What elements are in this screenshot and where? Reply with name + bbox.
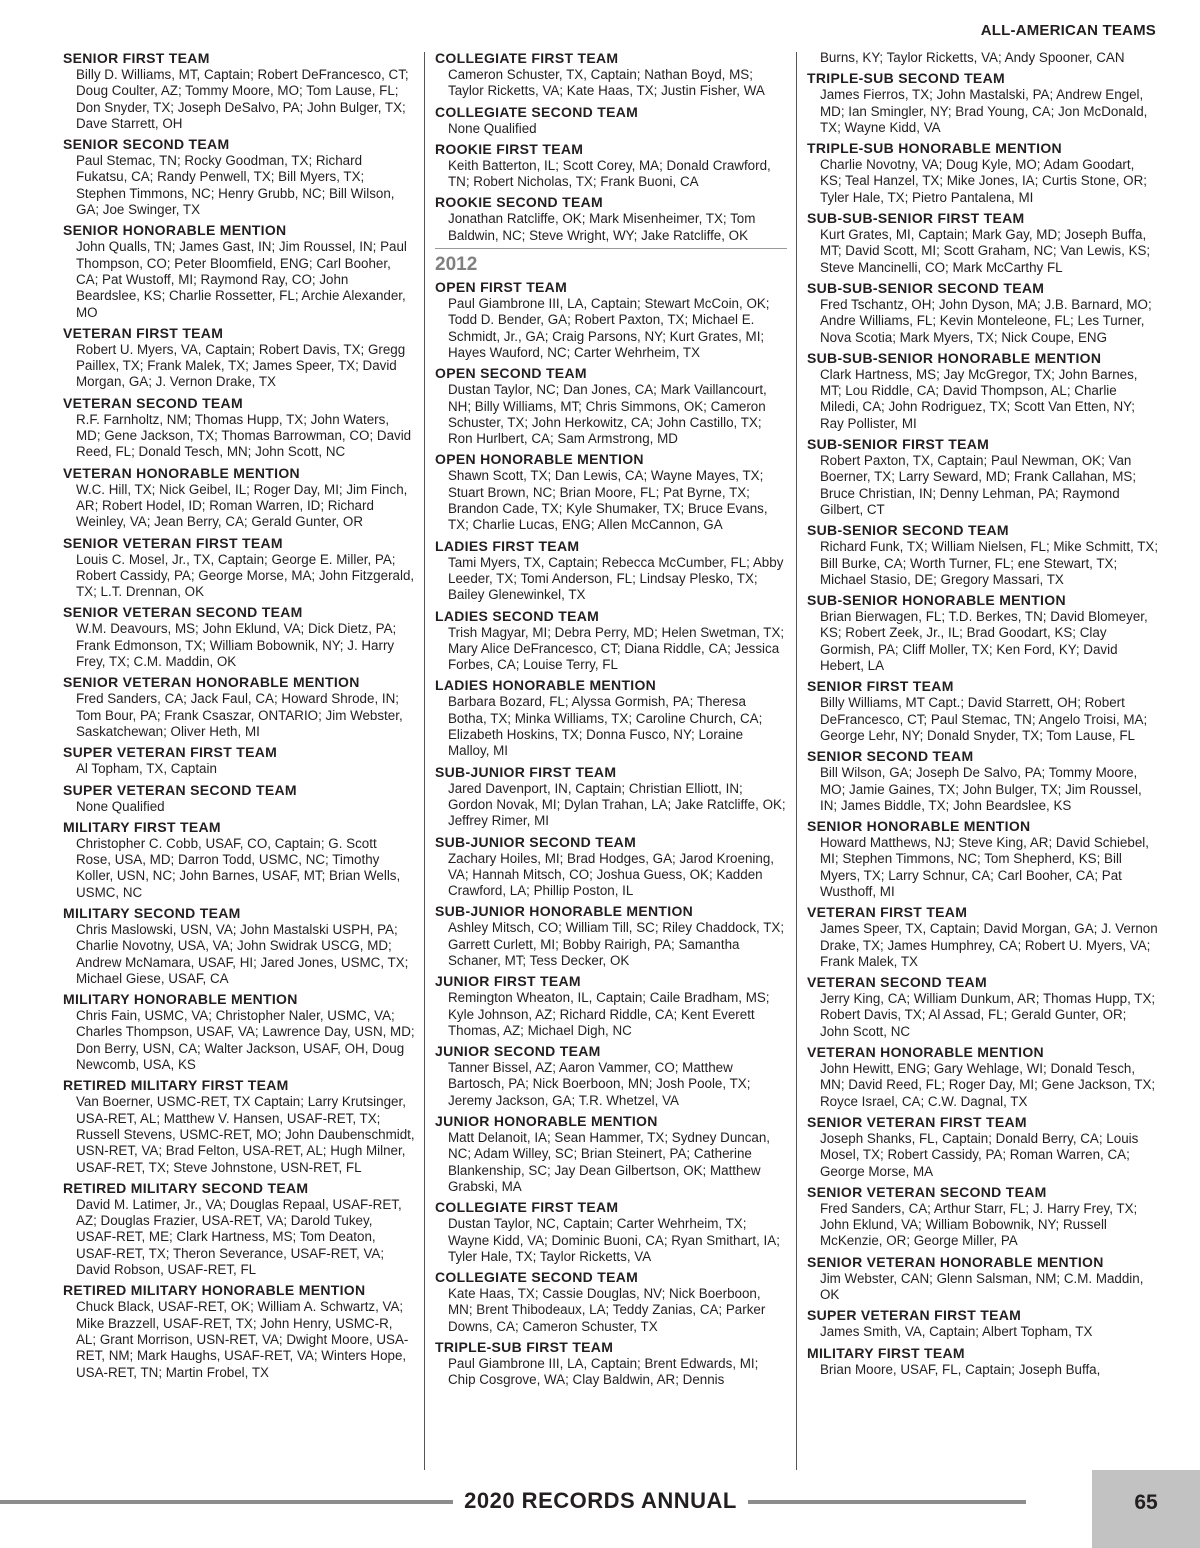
team-entry xyxy=(435,141,787,191)
team-heading: JUNIOR SECOND TEAM xyxy=(435,1043,601,1060)
team-entry xyxy=(435,279,787,361)
team-heading: SUB-JUNIOR FIRST TEAM xyxy=(435,763,617,780)
team-heading: RETIRED MILITARY SECOND TEAM xyxy=(63,1179,309,1196)
team-members: Jerry King, CA; William Dunkum, AR; Thomas Hupp, TX; Robert Davis, TX; Al Assad, FL; Gerald Gunter, OR; John Scott, NC xyxy=(820,991,1156,1039)
team-members: Jared Davenport, IN, Captain; Christian Elliott, IN; Gordon Novak, MI; Dylan Trahan, LA; Jake Ratcliffe, OK; Jeffrey Rimer, MI xyxy=(448,780,786,829)
team-members: Paul Giambrone III, LA, Captain; Stewart McCoin, OK; Todd D. Bender, GA; Robert Paxton, TX; Michael E. Schmidt, Jr., GA; Craig Parsons, NY; Kurt Grates, MI; Hayes Wauford, NC; Carter Wehrheim, TX xyxy=(448,296,770,360)
team-heading: OPEN FIRST TEAM xyxy=(435,279,568,296)
team-members: Shawn Scott, TX; Dan Lewis, CA; Wayne Mayes, TX; Stuart Brown, NC; Brian Moore, FL; Pat Byrne, TX; Brandon Cade, TX; Kyle Shumaker, TX; Bruce Evans, TX; Charlie Lucas, ENG; Allen McCannon, GA xyxy=(448,468,768,533)
team-heading: VETERAN SECOND TEAM xyxy=(63,394,243,411)
team-entry xyxy=(63,782,415,815)
team-entry xyxy=(63,465,415,531)
team-entry xyxy=(807,70,1159,136)
team-entry xyxy=(63,905,415,987)
team-entry xyxy=(435,104,787,137)
team-members: Fred Tschantz, OH; John Dyson, MA; J.B. Barnard, MO; Andre Williams, FL; Kevin Monteleone, FL; Les Turner, Nova Scotia; Mark Myers, TX; Nick Coupe, ENG xyxy=(820,296,1152,345)
team-members: Cameron Schuster, TX, Captain; Nathan Boyd, MS; Taylor Ricketts, VA; Kate Haas, TX; Justin Fisher, WA xyxy=(448,67,765,99)
team-members: Kate Haas, TX; Cassie Douglas, NV; Nick Boerboon, MN; Brent Thibodeaux, LA; Teddy Zanias, CA; Parker Downs, CA; Cameron Schuster, TX xyxy=(448,1286,766,1334)
team-heading: COLLEGIATE SECOND TEAM xyxy=(435,103,639,120)
team-entry xyxy=(807,1345,1159,1378)
team-members: Robert Paxton, TX, Captain; Paul Newman, OK; Van Boerner, TX; Larry Seward, MD; Frank Callahan, MS; Bruce Christian, IN; Denny Lehman, PA; Raymond Gilbert, CT xyxy=(820,453,1137,517)
team-entry xyxy=(435,451,787,533)
team-entry xyxy=(63,222,415,320)
team-members: Al Topham, TX, Captain xyxy=(76,761,217,777)
team-heading: SUB-SENIOR HONORABLE MENTION xyxy=(807,592,1066,609)
team-members: Zachary Hoiles, MI; Brad Hodges, GA; Jarod Kroening, VA; Hannah Mitsch, CO; Joshua Guess, OK; Kadden Crawford, LA; Phillip Poston, IL xyxy=(448,850,774,899)
team-entry xyxy=(807,974,1159,1040)
team-entry xyxy=(807,1114,1159,1180)
team-heading: JUNIOR HONORABLE MENTION xyxy=(435,1113,658,1130)
team-heading: COLLEGIATE FIRST TEAM xyxy=(435,1199,619,1216)
year-section xyxy=(435,248,787,277)
section-title: ALL-AMERICAN TEAMS xyxy=(980,22,1156,39)
team-heading: TRIPLE-SUB SECOND TEAM xyxy=(807,70,1005,87)
team-heading: JUNIOR FIRST TEAM xyxy=(435,973,581,990)
team-entry xyxy=(435,538,787,604)
team-entry xyxy=(807,50,1159,66)
team-members: John Hewitt, ENG; Gary Wehlage, WI; Donald Tesch, MN; David Reed, FL; Roger Day, MI; Gene Jackson, TX; Royce Israel, CA; C.W. Dagnal, TX xyxy=(820,1061,1156,1109)
team-members: Ashley Mitsch, CO; William Till, SC; Riley Chaddock, TX; Garrett Curlett, MI; Bobby Rairigh, PA; Samantha Schaner, MT; Tess Decker, OK xyxy=(448,920,785,968)
team-entry xyxy=(807,210,1159,276)
team-heading: SENIOR SECOND TEAM xyxy=(63,136,230,153)
team-entry xyxy=(63,674,415,740)
team-entry xyxy=(435,677,787,759)
team-entry xyxy=(435,903,787,969)
team-entry xyxy=(63,325,415,391)
team-entry xyxy=(63,604,415,670)
team-heading: SUPER VETERAN SECOND TEAM xyxy=(63,781,297,798)
team-entry xyxy=(807,1254,1159,1304)
team-entry xyxy=(807,748,1159,814)
team-heading: SUB-SENIOR SECOND TEAM xyxy=(807,522,1009,539)
team-heading: SENIOR VETERAN FIRST TEAM xyxy=(807,1113,1027,1130)
team-members: Paul Giambrone III, LA, Captain; Brent Edwards, MI; Chip Cosgrove, WA; Clay Baldwin, AR; Dennis xyxy=(448,1356,759,1388)
team-members: James Fierros, TX; John Mastalski, PA; Andrew Engel, MD; Ian Smingler, NY; Brad Young, CA; Jon McDonald, TX; Wayne Kidd, VA xyxy=(820,87,1148,135)
team-entry xyxy=(435,1339,787,1389)
team-entry xyxy=(63,535,415,601)
team-heading: SENIOR VETERAN SECOND TEAM xyxy=(63,604,303,621)
team-members: Fred Sanders, CA; Jack Faul, CA; Howard Shrode, IN; Tom Bour, PA; Frank Csaszar, ONTARIO; Jim Webster, Saskatchewan; Oliver Heth, MI xyxy=(76,691,403,739)
team-entry xyxy=(63,1077,415,1175)
team-members: R.F. Farnholtz, NM; Thomas Hupp, TX; John Waters, MD; Gene Jackson, TX; Thomas Barrowman, CO; David Reed, FL; Donald Tesch, MN; John Scott, NC xyxy=(76,411,412,460)
team-members: David M. Latimer, Jr., VA; Douglas Repaal, USAF-RET, AZ; Douglas Frazier, USA-RET, VA; Darold Tukey, USAF-RET, ME; Clark Hartness, MS; Tom Deaton, USAF-RET, TX; Theron Severance, USAF-RET, VA; David Robson, USAF-RET, FL xyxy=(76,1196,402,1278)
team-entry xyxy=(807,818,1159,900)
team-entry xyxy=(435,1043,787,1109)
team-members: Burns, KY; Taylor Ricketts, VA; Andy Spooner, CAN xyxy=(820,50,1125,65)
team-members: John Qualls, TN; James Gast, IN; Jim Roussel, IN; Paul Thompson, CO; Peter Bloomfield, ENG; Carl Booher, CA; Pat Wustoff, MI; Raymond Ray, CO; John Beardslee, KS; Charlie Rossetter, FL; Archie Alexander, MO xyxy=(76,239,407,320)
team-heading: MILITARY FIRST TEAM xyxy=(807,1344,965,1361)
team-entry xyxy=(63,819,415,901)
team-entry xyxy=(807,678,1159,744)
team-entry xyxy=(807,140,1159,206)
team-members: Brian Moore, USAF, FL, Captain; Joseph Buffa, xyxy=(820,1361,1101,1377)
team-members: Dustan Taylor, NC, Captain; Carter Wehrheim, TX; Wayne Kidd, VA; Dominic Buoni, CA; Ryan Smithart, IA; Tyler Hale, TX; Taylor Ricketts, VA xyxy=(448,1216,780,1264)
team-heading: SUB-SUB-SENIOR SECOND TEAM xyxy=(807,279,1045,296)
team-heading: VETERAN HONORABLE MENTION xyxy=(63,464,300,481)
team-members: Christopher C. Cobb, USAF, CO, Captain; G. Scott Rose, USA, MD; Darron Todd, USMC, NC; Timothy Koller, USN, NC; John Barnes, USAF, MT; Brian Wells, USMC, NC xyxy=(76,835,401,900)
team-heading: RETIRED MILITARY FIRST TEAM xyxy=(63,1077,289,1094)
team-members: Fred Sanders, CA; Arthur Starr, FL; J. Harry Frey, TX; John Eklund, VA; William Bobownik, NY; Russell McKenzie, OR; George Miller, PA xyxy=(820,1200,1138,1249)
team-entry xyxy=(63,1180,415,1278)
team-entry xyxy=(435,194,787,244)
team-heading: COLLEGIATE FIRST TEAM xyxy=(435,50,619,66)
footer-rule xyxy=(0,1500,453,1504)
team-heading: LADIES FIRST TEAM xyxy=(435,537,580,554)
team-members: Clark Hartness, MS; Jay McGregor, TX; John Barnes, MT; Lou Riddle, CA; David Thompson, AL; Charlie Miledi, CA; John Rodriguez, TX; Scott Van Etten, NY; Ray Pollister, MI xyxy=(820,366,1138,431)
team-members: Chuck Black, USAF-RET, OK; William A. Schwartz, VA; Mike Brazzell, USAF-RET, TX; John Henry, USMC-R, AL; Grant Morrison, USN-RET, VA; Dwight Moore, USA-RET, NM; Mark Haughs, USAF-RET, VA; Winters Hope, USA-RET, TN; Martin Frobel, TX xyxy=(76,1299,409,1380)
team-members: Chris Fain, USMC, VA; Christopher Naler, USMC, VA; Charles Thompson, USAF, VA; Lawrence Day, USN, MD; Don Berry, USN, CA; Walter Jackson, USAF, OH, Doug Newcomb, USA, KS xyxy=(76,1008,415,1073)
team-entry xyxy=(807,350,1159,432)
team-members: Paul Stemac, TN; Rocky Goodman, TX; Richard Fukatsu, CA; Randy Penwell, TX; Bill Myers, TX; Stephen Timmons, NC; Henry Grubb, NC; Bill Wilson, GA; Joe Swinger, TX xyxy=(76,153,395,218)
team-entry xyxy=(807,592,1159,674)
team-heading: SENIOR HONORABLE MENTION xyxy=(807,818,1031,835)
team-members: Louis C. Mosel, Jr., TX, Captain; George E. Miller, PA; Robert Cassidy, PA; George Morse, MA; John Fitzgerald, TX; L.T. Drennan, OK xyxy=(76,551,415,600)
page-number-box xyxy=(1092,1470,1200,1548)
column-divider xyxy=(424,52,425,1470)
team-heading: SENIOR FIRST TEAM xyxy=(807,678,954,695)
team-entry xyxy=(807,904,1159,970)
team-heading: OPEN SECOND TEAM xyxy=(435,365,587,382)
team-members: None Qualified xyxy=(76,798,165,814)
team-heading: SENIOR VETERAN FIRST TEAM xyxy=(63,534,283,551)
team-heading: SUB-SUB-SENIOR FIRST TEAM xyxy=(807,210,1025,227)
team-members: Robert U. Myers, VA, Captain; Robert Davis, TX; Gregg Paillex, TX; Frank Malek, TX; James Speer, TX; David Morgan, GA; J. Vernon Drake, TX xyxy=(76,341,406,390)
team-entry xyxy=(807,436,1159,518)
team-heading: VETERAN HONORABLE MENTION xyxy=(807,1044,1044,1061)
team-heading: TRIPLE-SUB HONORABLE MENTION xyxy=(807,140,1062,157)
team-heading: SENIOR HONORABLE MENTION xyxy=(63,222,287,239)
team-members: Van Boerner, USMC-RET, TX Captain; Larry Krutsinger, USA-RET, AL; Matthew V. Hansen, USAF-RET, TX; Russell Stevens, USMC-RET, MO; John Daubenschmidt, USN-RET, VA; Brad Felton, USA-RET, AL; Hugh Milner, USAF-RET, TX; Steve Johnstone, USN-RET, FL xyxy=(76,1094,415,1175)
team-heading: RETIRED MILITARY HONORABLE MENTION xyxy=(63,1282,366,1299)
team-members: Dustan Taylor, NC; Dan Jones, CA; Mark Vaillancourt, NH; Billy Williams, MT; Chris Simmons, OK; Cameron Schuster, TX; John Herkowitz, CA; John Castillo, TX; Ron Hurlbert, CA; Sam Armstrong, MD xyxy=(448,382,767,447)
team-members: James Smith, VA, Captain; Albert Topham, TX xyxy=(820,1324,1093,1340)
team-members: Brian Bierwagen, FL; T.D. Berkes, TN; David Blomeyer, KS; Robert Zeek, Jr., IL; Brad Goodart, KS; Clay Gormish, PA; Cliff Moller, TX; Ken Ford, KY; David Hebert, LA xyxy=(820,609,1148,674)
team-members: Billy Williams, MT Capt.; David Starrett, OH; Robert DeFrancesco, CT; Paul Stemac, TN; Angelo Troisi, MA; George Lehr, NY; Donald Snyder, TX; Tom Lause, FL xyxy=(820,695,1148,743)
team-heading: SENIOR VETERAN HONORABLE MENTION xyxy=(807,1253,1104,1270)
team-heading: SUB-SUB-SENIOR HONORABLE MENTION xyxy=(807,349,1102,366)
team-heading: COLLEGIATE SECOND TEAM xyxy=(435,1269,639,1286)
team-heading: VETERAN FIRST TEAM xyxy=(807,904,968,921)
team-heading: VETERAN SECOND TEAM xyxy=(807,974,987,991)
team-members: Richard Funk, TX; William Nielsen, FL; Mike Schmitt, TX; Bill Burke, CA; Worth Turner, FL; ene Stewart, TX; Michael Stasio, DE; Gregory Massari, TX xyxy=(820,539,1159,587)
team-entry xyxy=(807,1044,1159,1110)
team-entry xyxy=(63,991,415,1073)
team-entry xyxy=(63,136,415,218)
team-heading: SENIOR VETERAN HONORABLE MENTION xyxy=(63,674,360,691)
team-entry xyxy=(435,1269,787,1335)
team-entry xyxy=(807,1184,1159,1250)
team-members: Billy D. Williams, MT, Captain; Robert DeFrancesco, CT; Doug Coulter, AZ; Tommy Moore, MO; Tom Lause, FL; Don Snyder, TX; Joseph DeSalvo, PA; John Bulger, TX; Dave Starrett, OH xyxy=(76,67,409,131)
year-heading: 2012 xyxy=(435,254,478,276)
team-members: W.C. Hill, TX; Nick Geibel, IL; Roger Day, MI; Jim Finch, AR; Robert Hodel, ID; Roman Warren, ID; Richard Weinley, VA; Jean Berry, CA; Gerald Gunter, OR xyxy=(76,481,408,530)
team-entry xyxy=(435,608,787,674)
team-heading: ROOKIE FIRST TEAM xyxy=(435,140,584,157)
team-members: Chris Maslowski, USN, VA; John Mastalski USPH, PA; Charlie Novotny, USA, VA; John Swidrak USCG, MD; Andrew McNamara, USAF, HI; Jared Jones, USMC, TX; Michael Giese, USAF, CA xyxy=(76,921,409,986)
footer-title: 2020 RECORDS ANNUAL xyxy=(464,1488,737,1513)
team-heading: SENIOR SECOND TEAM xyxy=(807,748,974,765)
team-entry xyxy=(435,834,787,900)
team-members: Keith Batterton, IL; Scott Corey, MA; Donald Crawford, TN; Robert Nicholas, TX; Frank Buoni, CA xyxy=(448,157,771,190)
team-heading: SUB-JUNIOR HONORABLE MENTION xyxy=(435,903,694,920)
team-members: Jonathan Ratcliffe, OK; Mark Misenheimer, TX; Tom Baldwin, NC; Steve Wright, WY; Jake Ratcliffe, OK xyxy=(448,211,756,243)
team-entry xyxy=(435,973,787,1039)
team-members: Charlie Novotny, VA; Doug Kyle, MO; Adam Goodart, KS; Teal Hanzel, TX; Mike Jones, IA; Curtis Stone, OR; Tyler Hale, TX; Pietro Pantalena, MI xyxy=(820,157,1147,205)
team-members: Kurt Grates, MI, Captain; Mark Gay, MD; Joseph Buffa, MT; David Scott, MI; Scott Graham, NC; Van Lewis, KS; Steve Mancinelli, CO; Mark McCarthy FL xyxy=(820,227,1151,275)
team-heading: TRIPLE-SUB FIRST TEAM xyxy=(435,1339,614,1356)
footer-rule xyxy=(748,1500,1026,1504)
team-members: W.M. Deavours, MS; John Eklund, VA; Dick Dietz, PA; Frank Edmonson, TX; William Bobownik, NY; J. Harry Frey, TX; C.M. Maddin, OK xyxy=(76,621,397,670)
team-entry xyxy=(63,395,415,461)
team-members: Joseph Shanks, FL, Captain; Donald Berry, CA; Louis Mosel, TX; Robert Cassidy, PA; Roman Warren, CA; George Morse, MA xyxy=(820,1130,1139,1179)
team-heading: SUB-JUNIOR SECOND TEAM xyxy=(435,833,637,850)
team-heading: SENIOR FIRST TEAM xyxy=(63,50,210,66)
team-entry xyxy=(807,280,1159,346)
team-heading: LADIES SECOND TEAM xyxy=(435,607,600,624)
team-entry xyxy=(435,764,787,830)
team-heading: ROOKIE SECOND TEAM xyxy=(435,194,603,211)
team-entry xyxy=(807,522,1159,588)
team-heading: LADIES HONORABLE MENTION xyxy=(435,677,657,694)
team-members: Bill Wilson, GA; Joseph De Salvo, PA; Tommy Moore, MO; Jamie Gaines, TX; John Bulger, TX; Jim Roussel, IN; James Biddle, TX; John Beardslee, KS xyxy=(820,765,1142,813)
team-members: Barbara Bozard, FL; Alyssa Gormish, PA; Theresa Botha, TX; Minka Williams, TX; Caroline Church, CA; Elizabeth Hoskins, TX; Donna Fusco, NY; Loraine Malloy, MI xyxy=(448,694,763,759)
team-entry xyxy=(435,1199,787,1265)
team-heading: SENIOR VETERAN SECOND TEAM xyxy=(807,1183,1047,1200)
column-2 xyxy=(435,50,787,1393)
team-entry xyxy=(807,1307,1159,1340)
team-members: Remington Wheaton, IL, Captain; Caile Bradham, MS; Kyle Johnson, AZ; Richard Riddle, CA; Kent Everett Thomas, AZ; Michael Digh, NC xyxy=(448,990,770,1038)
team-heading: SUPER VETERAN FIRST TEAM xyxy=(63,744,278,761)
column-3 xyxy=(807,50,1159,1382)
team-heading: VETERAN FIRST TEAM xyxy=(63,324,224,341)
team-entry xyxy=(63,744,415,777)
team-members: None Qualified xyxy=(448,120,537,136)
team-heading: MILITARY FIRST TEAM xyxy=(63,818,221,835)
team-entry xyxy=(63,1282,415,1380)
team-entry xyxy=(435,1113,787,1195)
team-heading: OPEN HONORABLE MENTION xyxy=(435,451,644,468)
column-1 xyxy=(63,50,415,1385)
team-members: Jim Webster, CAN; Glenn Salsman, NM; C.M. Maddin, OK xyxy=(820,1270,1144,1303)
team-heading: MILITARY HONORABLE MENTION xyxy=(63,991,298,1008)
team-members: James Speer, TX, Captain; David Morgan, GA; J. Vernon Drake, TX; James Humphrey, CA; Robert U. Myers, VA; Frank Malek, TX xyxy=(820,921,1158,969)
team-members: Matt Delanoit, IA; Sean Hammer, TX; Sydney Duncan, NC; Adam Willey, SC; Brian Steinert, PA; Catherine Blankenship, SC; Jay Dean Gilbertson, OK; Matthew Grabski, MA xyxy=(448,1130,771,1194)
column-divider xyxy=(796,52,797,1470)
page-number: 65 xyxy=(1134,1491,1158,1514)
team-heading: MILITARY SECOND TEAM xyxy=(63,904,241,921)
team-entry xyxy=(435,50,787,100)
team-entry xyxy=(435,365,787,447)
team-heading: SUPER VETERAN FIRST TEAM xyxy=(807,1307,1022,1324)
team-members: Tami Myers, TX, Captain; Rebecca McCumber, FL; Abby Leeder, TX; Tomi Anderson, FL; Lindsay Plesko, TX; Bailey Glenewinkel, TX xyxy=(448,554,784,603)
team-members: Howard Matthews, NJ; Steve King, AR; David Schiebel, MI; Stephen Timmons, NC; Tom Shepherd, KS; Bill Myers, TX; Larry Schnur, CA; Carl Booher, CA; Pat Wusthoff, MI xyxy=(820,835,1149,899)
team-entry xyxy=(63,50,415,132)
team-members: Trish Magyar, MI; Debra Perry, MD; Helen Swetman, TX; Mary Alice DeFrancesco, CT; Diana Riddle, CA; Jessica Forbes, CA; Louise Terry, FL xyxy=(448,624,785,673)
team-heading: SUB-SENIOR FIRST TEAM xyxy=(807,436,990,453)
team-members: Tanner Bissel, AZ; Aaron Vammer, CO; Matthew Bartosch, PA; Nick Boerboon, MN; Josh Poole, TX; Jeremy Jackson, GA; T.R. Whetzel, VA xyxy=(448,1060,751,1108)
